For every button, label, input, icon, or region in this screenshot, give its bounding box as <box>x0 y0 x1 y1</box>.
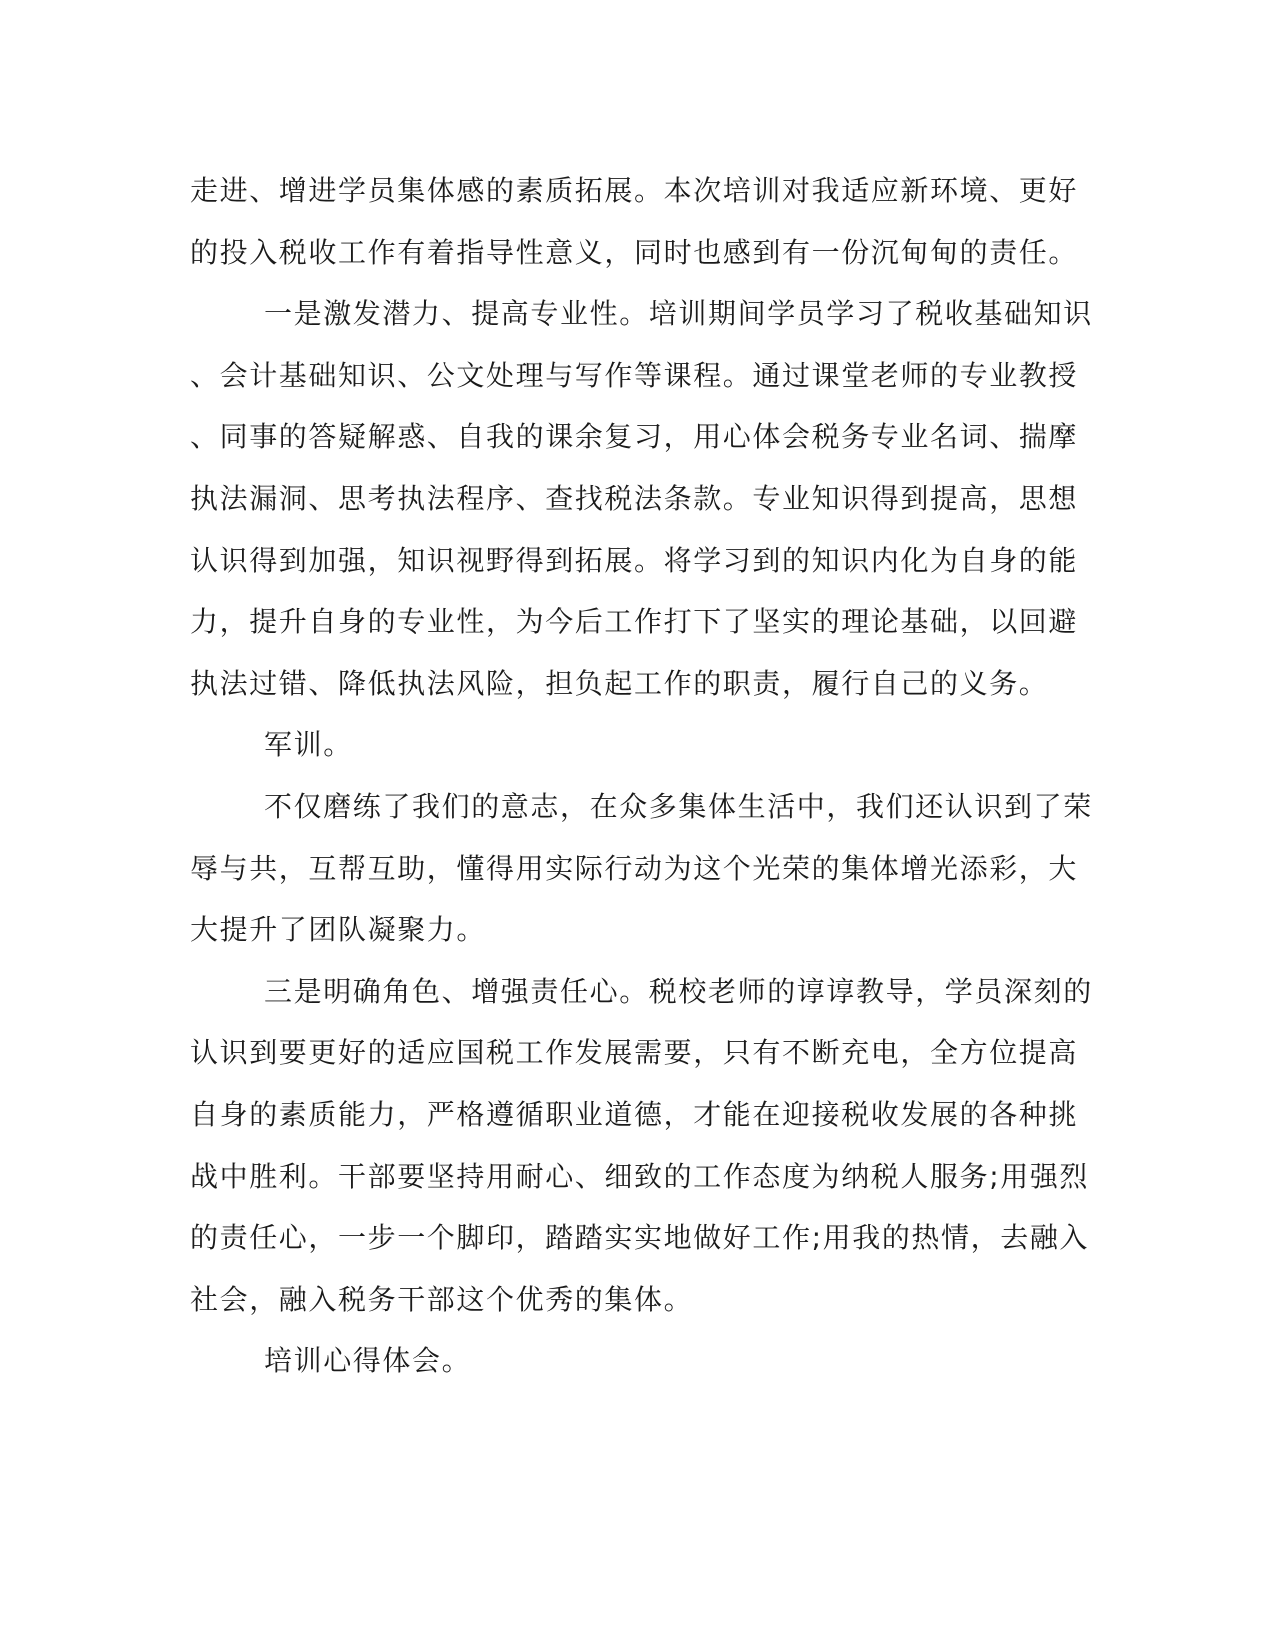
text-line: 社会，融入税务干部这个优秀的集体。 <box>190 1282 694 1316</box>
text-line: 认识得到加强，知识视野得到拓展。将学习到的知识内化为自身的能 <box>190 543 1079 577</box>
text-line: 军训。 <box>264 728 353 762</box>
text-line: 自身的素质能力，严格遵循职业道德，才能在迎接税收发展的各种挑 <box>190 1097 1079 1131</box>
text-line: 培训心得体会。 <box>264 1344 472 1378</box>
text-line: 执法过错、降低执法风险，担负起工作的职责，履行自己的义务。 <box>190 666 1049 700</box>
text-line: 大提升了团队凝聚力。 <box>190 913 487 947</box>
text-line: 执法漏洞、思考执法程序、查找税法条款。专业知识得到提高，思想 <box>190 481 1079 515</box>
text-line: 辱与共，互帮互助，懂得用实际行动为这个光荣的集体增光添彩，大 <box>190 851 1079 885</box>
document-body <box>190 160 1093 1392</box>
text-line: 认识到要更好的适应国税工作发展需要，只有不断充电，全方位提高 <box>190 1036 1079 1070</box>
text-line: 、会计基础知识、公文处理与写作等课程。通过课堂老师的专业教授 <box>190 358 1079 392</box>
text-line: 力，提升自身的专业性，为今后工作打下了坚实的理论基础，以回避 <box>190 605 1079 639</box>
text-line: 、同事的答疑解惑、自我的课余复习，用心体会税务专业名词、揣摩 <box>190 420 1079 454</box>
text-line: 走进、增进学员集体感的素质拓展。本次培训对我适应新环境、更好 <box>190 174 1079 207</box>
text-line: 的投入税收工作有着指导性意义，同时也感到有一份沉甸甸的责任。 <box>190 235 1079 269</box>
text-line: 的责任心，一步一个脚印，踏踏实实地做好工作;用我的热情，去融入 <box>190 1221 1090 1255</box>
text-line: 一是激发潜力、提高专业性。培训期间学员学习了税收基础知识 <box>264 297 1093 331</box>
text-line: 战中胜利。干部要坚持用耐心、细致的工作态度为纳税人服务;用强烈 <box>190 1159 1090 1193</box>
text-line: 三是明确角色、增强责任心。税校老师的谆谆教导，学员深刻的 <box>264 974 1093 1008</box>
text-line: 不仅磨练了我们的意志，在众多集体生活中，我们还认识到了荣 <box>264 789 1093 823</box>
